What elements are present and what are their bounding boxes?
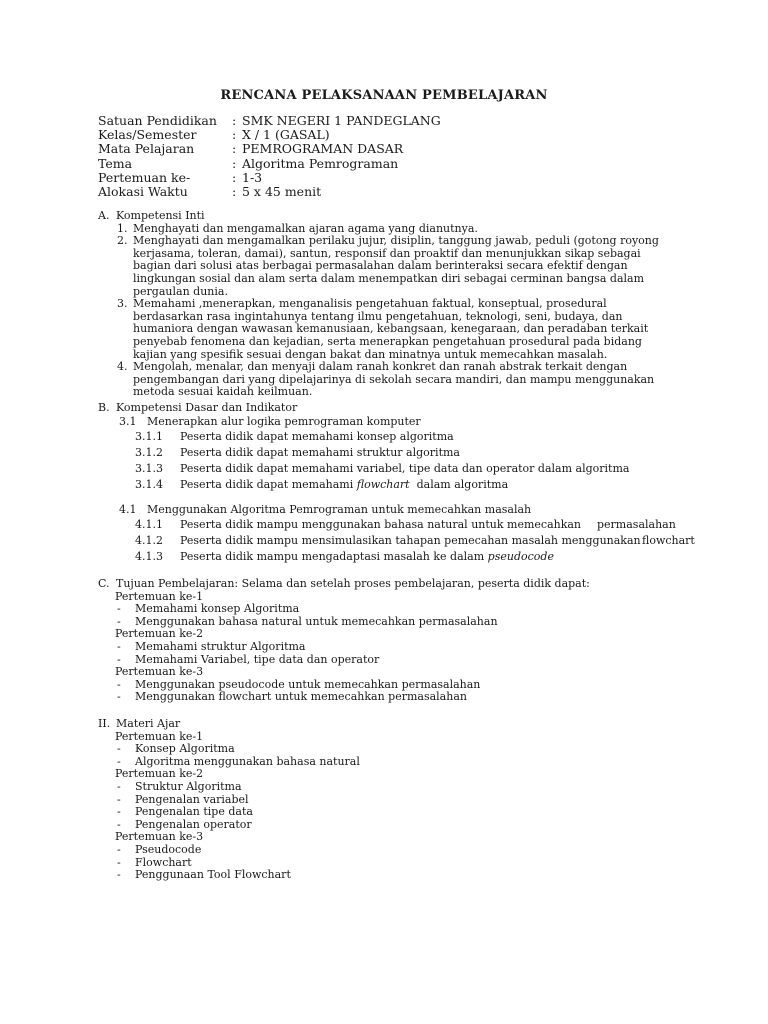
indicator-number: 4.1.1	[135, 517, 163, 531]
section-letter: B.	[98, 401, 110, 414]
item-number: 3.	[117, 297, 128, 311]
dash-bullet: -	[117, 779, 121, 793]
identity-separator: :	[232, 113, 237, 128]
item-text: Menggunakan flowchart untuk memecahkan permasalahan	[135, 690, 467, 704]
identity-value: Algoritma Pemrograman	[242, 155, 399, 171]
identity-label: Alokasi Waktu	[98, 183, 188, 199]
identity-row	[98, 185, 441, 199]
document-title: RENCANA PELAKSANAAN PEMBELAJARAN	[220, 88, 548, 103]
kd-text: Menerapkan alur logika pemrograman komputer	[147, 414, 421, 428]
indicator-text	[180, 477, 508, 493]
list-item	[98, 361, 678, 399]
item-text: Memahami konsep Algoritma	[135, 602, 300, 616]
identity-row	[98, 114, 441, 128]
indicator-row	[98, 461, 718, 477]
kd-number: 4.1	[119, 502, 137, 516]
list-item	[98, 235, 678, 298]
section-title: Materi Ajar	[116, 717, 181, 730]
list-item	[98, 756, 698, 769]
section-letter: A.	[98, 209, 110, 222]
indicator-row	[98, 517, 718, 533]
kd-number: 3.1	[119, 414, 137, 428]
identity-row	[98, 171, 441, 185]
list-item	[98, 616, 698, 629]
kd-text: Menggunakan Algoritma Pemrograman untuk memecahkan masalah	[147, 502, 532, 516]
identity-separator: :	[232, 183, 237, 199]
dash-bullet: -	[117, 652, 121, 666]
item-text: Struktur Algoritma	[135, 779, 242, 793]
indicator-text-tail: permasalahan	[597, 517, 676, 531]
dash-bullet: -	[117, 754, 121, 768]
dash-bullet: -	[117, 742, 121, 756]
item-text: Pengenalan variabel	[135, 792, 249, 806]
list-item	[98, 869, 698, 882]
dash-bullet: -	[117, 690, 121, 704]
dash-bullet: -	[117, 868, 121, 882]
item-text: Penggunaan Tool Flowchart	[135, 868, 291, 882]
item-text: Menghayati dan mengamalkan ajaran agama yang dianutnya.	[133, 221, 478, 235]
indicator-text-pre: Peserta didik mampu mengadaptasi masalah ke dalam	[180, 549, 485, 563]
item-text: Konsep Algoritma	[135, 742, 235, 756]
indicator-text-pre: Peserta didik dapat memahami	[180, 477, 354, 491]
indicator-row	[98, 429, 718, 445]
identity-separator: :	[232, 155, 237, 171]
indicator-row	[98, 549, 718, 565]
section-title: Kompetensi Inti	[116, 209, 205, 222]
section-kompetensi-dasar	[98, 402, 718, 565]
identity-label: Pertemuan ke-	[98, 169, 191, 185]
list-item	[98, 691, 698, 704]
item-text: Mengolah, menalar, dan menyaji dalam ranah konkret dan ranah abstrak terkait dengan pengembangan dari yang dipelajarinya di sekolah secara mandiri, dan mampu menggunakan metoda sesuai kaidah keilmuan.	[133, 360, 655, 399]
indicator-number: 3.1.4	[135, 477, 163, 491]
dash-bullet: -	[117, 855, 121, 869]
indicator-text-italic: pseudocode	[487, 549, 554, 563]
dash-bullet: -	[117, 602, 121, 616]
kd-heading	[98, 415, 718, 429]
meeting-label: Pertemuan ke-1	[115, 729, 204, 743]
section-materi-ajar	[98, 718, 698, 882]
list-item	[98, 654, 698, 667]
indicator-text: Peserta didik mampu mensimulasikan tahapan pemecahan masalah menggunakan	[180, 533, 641, 547]
indicator-number: 4.1.3	[135, 549, 163, 563]
dash-bullet: -	[117, 614, 121, 628]
indicator-row	[98, 477, 718, 493]
indicator-text-italic: flowchart	[356, 477, 410, 491]
identity-value: PEMROGRAMAN DASAR	[242, 141, 404, 157]
dash-bullet: -	[117, 792, 121, 806]
meeting-label: Pertemuan ke-3	[115, 665, 204, 679]
dash-bullet: -	[117, 677, 121, 691]
kd-heading	[98, 503, 718, 517]
item-text: Menggunakan pseudocode untuk memecahkan permasalahan	[135, 677, 481, 691]
indicator-text-post: dalam algoritma	[416, 477, 509, 491]
section-title: Tujuan Pembelajaran: Selama dan setelah proses pembelajaran, peserta didik dapat:	[116, 577, 590, 590]
section-kompetensi-inti	[98, 210, 678, 399]
section-heading	[98, 402, 718, 415]
meeting-label: Pertemuan ke-1	[115, 589, 204, 603]
indicator-number: 4.1.2	[135, 533, 163, 547]
item-text: Menggunakan bahasa natural untuk memecahkan permasalahan	[135, 614, 498, 628]
item-text: Memahami struktur Algoritma	[135, 639, 306, 653]
item-text: Menghayati dan mengamalkan perilaku jujur, disiplin, tanggung jawab, peduli (gotong royong kerjasama, toleran, damai), santun, responsif dan proaktif dan menunjukkan sikap sebagai bagian dari solusi atas berbagai permasalahan dalam berinteraksi secara efektif dengan lingkungan sosial dan alam serta dalam menempatkan diri sebagai cerminan bangsa dalam pergaulan dunia.	[133, 234, 659, 298]
indicator-number: 3.1.3	[135, 461, 163, 475]
identity-value: X / 1 (GASAL)	[242, 127, 330, 143]
item-text: Pengenalan tipe data	[135, 805, 253, 819]
indicator-text: Peserta didik mampu menggunakan bahasa natural untuk memecahkan	[180, 517, 582, 531]
section-heading	[98, 718, 698, 731]
identity-label: Tema	[98, 155, 133, 171]
indicator-row	[98, 445, 718, 461]
meeting-label: Pertemuan ke-2	[115, 627, 204, 641]
item-number: 2.	[117, 234, 128, 248]
indicator-row	[98, 533, 718, 549]
item-text: Algoritma menggunakan bahasa natural	[135, 754, 360, 768]
section-tujuan-pembelajaran	[98, 578, 698, 704]
identity-separator: :	[232, 169, 237, 185]
identity-row	[98, 157, 441, 171]
identity-separator: :	[232, 141, 237, 157]
identity-block	[98, 114, 441, 199]
meeting-label: Pertemuan ke-3	[115, 830, 204, 844]
indicator-text: Peserta didik dapat memahami struktur algoritma	[180, 445, 460, 459]
section-heading	[98, 578, 698, 591]
identity-value: SMK NEGERI 1 PANDEGLANG	[242, 113, 441, 128]
indicator-text	[180, 549, 554, 565]
meeting-label: Pertemuan ke-2	[115, 767, 204, 781]
dash-bullet: -	[117, 842, 121, 856]
identity-label: Mata Pelajaran	[98, 141, 195, 157]
list-item	[98, 298, 678, 361]
item-text: Pseudocode	[135, 842, 202, 856]
identity-row	[98, 128, 441, 142]
dash-bullet: -	[117, 805, 121, 819]
item-number: 1.	[117, 221, 128, 235]
indicator-text: Peserta didik dapat memahami variabel, tipe data dan operator dalam algoritma	[180, 461, 630, 475]
identity-separator: :	[232, 127, 237, 143]
indicator-number: 3.1.1	[135, 429, 163, 443]
identity-row	[98, 142, 441, 156]
section-title: Kompetensi Dasar dan Indikator	[116, 401, 298, 414]
item-text: Memahami Variabel, tipe data dan operator	[135, 652, 380, 666]
dash-bullet: -	[117, 639, 121, 653]
item-text: Pengenalan operator	[135, 817, 252, 831]
indicator-number: 3.1.2	[135, 445, 163, 459]
identity-value: 5 x 45 menit	[242, 183, 322, 199]
identity-value: 1-3	[242, 169, 263, 185]
item-text: Memahami ,menerapkan, menganalisis pengetahuan faktual, konseptual, prosedural berdasarkan rasa ingintahunya tentang ilmu pengetahuan, teknologi, seni, budaya, dan humaniora dengan wawasan kemanusiaan, kebangsaan, kenegaraan, dan peradaban terkait penyebab fenomena dan kejadian, serta menerapkan pengetahuan prosedural pada bidang kajian yang spesifik sesuai dengan bakat dan minatnya untuk memecahkan masalah.	[133, 297, 649, 361]
item-number: 4.	[117, 360, 128, 374]
dash-bullet: -	[117, 817, 121, 831]
indicator-text: Peserta didik dapat memahami konsep algoritma	[180, 429, 454, 443]
kompetensi-inti-list	[98, 223, 678, 399]
list-item	[98, 819, 698, 832]
identity-label: Kelas/Semester	[98, 127, 197, 143]
indicator-text-tail: flowchart	[642, 533, 695, 547]
item-text: Flowchart	[135, 855, 192, 869]
section-letter: C.	[98, 577, 110, 590]
section-letter: II.	[98, 717, 111, 730]
identity-label: Satuan Pendidikan	[98, 113, 217, 128]
